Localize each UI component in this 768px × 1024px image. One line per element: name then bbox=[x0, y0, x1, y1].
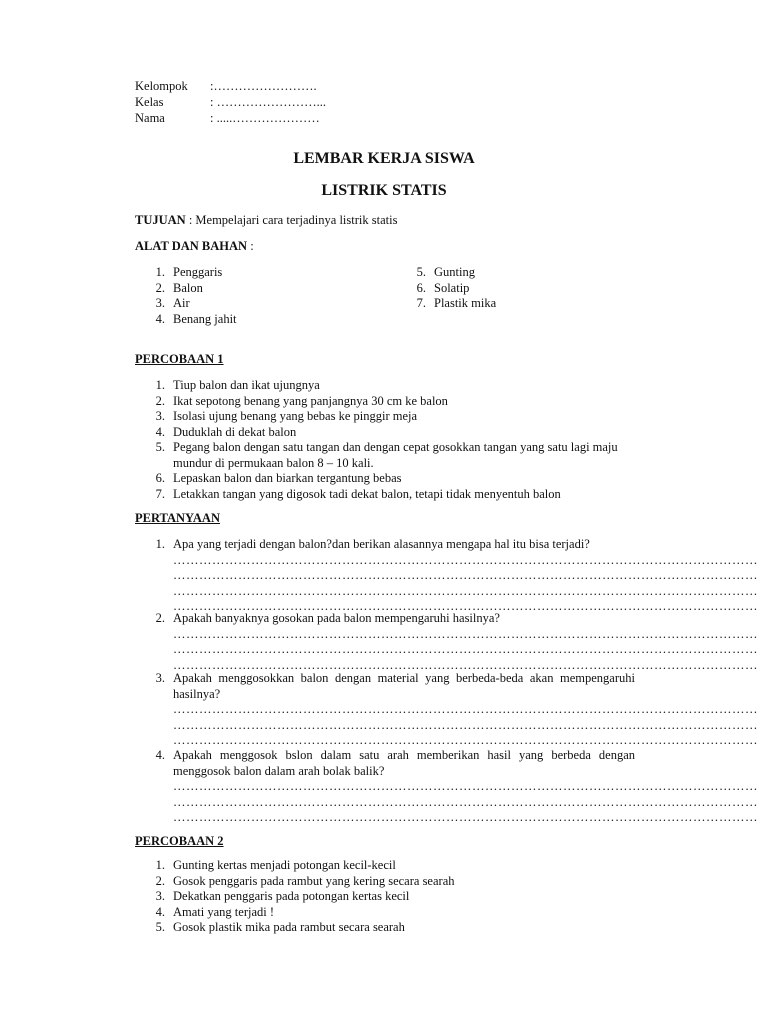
list-item bbox=[135, 409, 635, 425]
list-item bbox=[135, 905, 635, 921]
list-number: 5. bbox=[155, 920, 165, 934]
list-item bbox=[135, 281, 405, 297]
list-number: 2. bbox=[155, 393, 165, 408]
question-row bbox=[135, 611, 635, 627]
answer-line[interactable]: ……………………………………………………………………………………………………………………… bbox=[173, 599, 758, 613]
list-number: 4. bbox=[155, 424, 165, 439]
list-item bbox=[396, 281, 596, 297]
answer-line[interactable]: ……………………………………………………………………………………………………………………… bbox=[173, 642, 758, 656]
list-text: Lepaskan balon dan biarkan tergantung bebas bbox=[173, 471, 402, 485]
percobaan1-heading: PERCOBAAN 1 bbox=[135, 352, 224, 366]
page-title: LEMBAR KERJA SISWA bbox=[293, 150, 475, 167]
question-text: Apakah menggosok bslon dalam satu arah memberikan hasil yang berbeda dengan menggosok balon dalam arah bolak balik? bbox=[173, 748, 635, 778]
list-item bbox=[396, 296, 596, 312]
list-text: Gunting bbox=[434, 265, 475, 279]
alat-heading bbox=[135, 239, 254, 255]
identity-block bbox=[135, 79, 326, 127]
list-item bbox=[135, 265, 405, 281]
list-text: Solatip bbox=[434, 280, 470, 295]
list-item bbox=[135, 858, 635, 874]
tujuan-label: TUJUAN bbox=[135, 213, 186, 227]
list-number: 6. bbox=[416, 280, 426, 295]
list-number: 2. bbox=[155, 280, 165, 295]
identity-row-kelompok bbox=[135, 79, 326, 95]
list-item bbox=[135, 889, 635, 905]
list-number: 7. bbox=[155, 486, 165, 501]
identity-blank: :……………………. bbox=[210, 79, 317, 93]
alat-list-right bbox=[396, 265, 596, 312]
answer-line[interactable]: ……………………………………………………………………………………………………………………… bbox=[173, 583, 758, 598]
list-number: 3. bbox=[155, 409, 165, 423]
list-text: Benang jahit bbox=[173, 311, 237, 326]
list-text: Ikat sepotong benang yang panjangnya 30 cm ke balon bbox=[173, 393, 448, 408]
alat-suffix: : bbox=[247, 239, 254, 253]
list-number: 6. bbox=[155, 471, 165, 485]
list-number: 7. bbox=[416, 296, 426, 310]
list-text: Penggaris bbox=[173, 265, 223, 279]
tujuan-line bbox=[135, 213, 397, 229]
question-number: 2. bbox=[155, 611, 165, 625]
question-row bbox=[135, 748, 635, 779]
answer-line[interactable]: ……………………………………………………………………………………………………………………… bbox=[173, 568, 758, 582]
answer-line[interactable]: ……………………………………………………………………………………………………………………… bbox=[173, 733, 758, 747]
alat-label: ALAT DAN BAHAN bbox=[135, 239, 248, 253]
identity-label: Nama bbox=[135, 111, 165, 125]
list-number: 1. bbox=[155, 858, 165, 872]
question-number: 4. bbox=[155, 748, 165, 762]
answer-line[interactable]: ……………………………………………………………………………………………………………………… bbox=[173, 552, 758, 567]
list-number: 5. bbox=[416, 265, 426, 279]
identity-label: Kelompok bbox=[135, 79, 188, 93]
list-text: Gosok penggaris pada rambut yang kering secara searah bbox=[173, 873, 455, 888]
question-number: 3. bbox=[155, 671, 165, 685]
list-text: Dekatkan penggaris pada potongan kertas kecil bbox=[173, 889, 410, 903]
tujuan-text: : Mempelajari cara terjadinya listrik statis bbox=[185, 213, 398, 227]
percobaan2-steps bbox=[135, 858, 635, 936]
list-number: 1. bbox=[155, 378, 165, 392]
list-item bbox=[135, 471, 635, 487]
identity-blank: : .....………………… bbox=[210, 111, 320, 125]
list-item bbox=[135, 394, 635, 410]
question-2 bbox=[135, 611, 758, 673]
question-text: Apakah menggosokkan balon dengan material yang berbeda-beda akan mempengaruhi hasilnya? bbox=[173, 671, 635, 701]
list-item bbox=[135, 874, 635, 890]
list-text: Air bbox=[173, 296, 190, 310]
question-number: 1. bbox=[155, 537, 165, 551]
identity-label: Kelas bbox=[135, 95, 164, 109]
pertanyaan-heading: PERTANYAAN bbox=[135, 511, 220, 525]
answer-line[interactable]: ……………………………………………………………………………………………………………………… bbox=[173, 626, 758, 641]
list-item bbox=[135, 425, 635, 441]
percobaan2-heading: PERCOBAAN 2 bbox=[135, 834, 224, 848]
list-item bbox=[135, 312, 405, 328]
list-text: Tiup balon dan ikat ujungnya bbox=[173, 378, 320, 392]
page-subtitle: LISTRIK STATIS bbox=[321, 182, 447, 199]
list-text: Amati yang terjadi ! bbox=[173, 904, 275, 919]
list-text: Gosok plastik mika pada rambut secara searah bbox=[173, 920, 405, 934]
list-text: Isolasi ujung benang yang bebas ke pinggir meja bbox=[173, 409, 418, 423]
list-item bbox=[396, 265, 596, 281]
list-number: 4. bbox=[155, 904, 165, 919]
identity-row-kelas bbox=[135, 95, 326, 111]
list-text: Letakkan tangan yang digosok tadi dekat balon, tetapi tidak menyentuh balon bbox=[173, 486, 561, 501]
question-1 bbox=[135, 537, 758, 615]
list-number: 1. bbox=[155, 265, 165, 279]
percobaan1-steps bbox=[135, 378, 635, 502]
list-item bbox=[135, 487, 635, 503]
list-item bbox=[135, 296, 405, 312]
list-text: Balon bbox=[173, 280, 203, 295]
identity-blank: : ……………………... bbox=[210, 95, 326, 109]
question-row bbox=[135, 537, 635, 553]
answer-line[interactable]: ……………………………………………………………………………………………………………………… bbox=[173, 810, 758, 824]
list-text: Plastik mika bbox=[434, 296, 497, 310]
list-number: 4. bbox=[155, 311, 165, 326]
answer-line[interactable]: ……………………………………………………………………………………………………………………… bbox=[173, 702, 758, 716]
list-item bbox=[135, 378, 635, 394]
list-number: 5. bbox=[155, 440, 165, 454]
list-text: Gunting kertas menjadi potongan kecil-kecil bbox=[173, 858, 396, 872]
identity-row-nama bbox=[135, 111, 326, 127]
question-text: Apa yang terjadi dengan balon?dan berikan alasannya mengapa hal itu bisa terjadi? bbox=[173, 537, 590, 551]
list-text: Duduklah di dekat balon bbox=[173, 424, 297, 439]
answer-line[interactable]: ……………………………………………………………………………………………………………………… bbox=[173, 779, 758, 793]
answer-line[interactable]: ……………………………………………………………………………………………………………………… bbox=[173, 794, 758, 809]
answer-line[interactable]: ……………………………………………………………………………………………………………………… bbox=[173, 717, 758, 732]
question-3 bbox=[135, 671, 758, 749]
question-text: Apakah banyaknya gosokan pada balon mempengaruhi hasilnya? bbox=[173, 611, 500, 625]
list-number: 2. bbox=[155, 873, 165, 888]
question-4 bbox=[135, 748, 758, 826]
answer-line[interactable]: ……………………………………………………………………………………………………………………… bbox=[173, 657, 758, 672]
list-number: 3. bbox=[155, 889, 165, 903]
question-row bbox=[135, 671, 635, 702]
alat-list-left bbox=[135, 265, 405, 327]
list-item bbox=[135, 920, 635, 936]
list-item bbox=[135, 440, 635, 471]
list-number: 3. bbox=[155, 296, 165, 310]
list-text: Pegang balon dengan satu tangan dan dengan cepat gosokkan tangan yang satu lagi maju mundur di permukaan balon 8 – 10 kali. bbox=[173, 440, 618, 470]
